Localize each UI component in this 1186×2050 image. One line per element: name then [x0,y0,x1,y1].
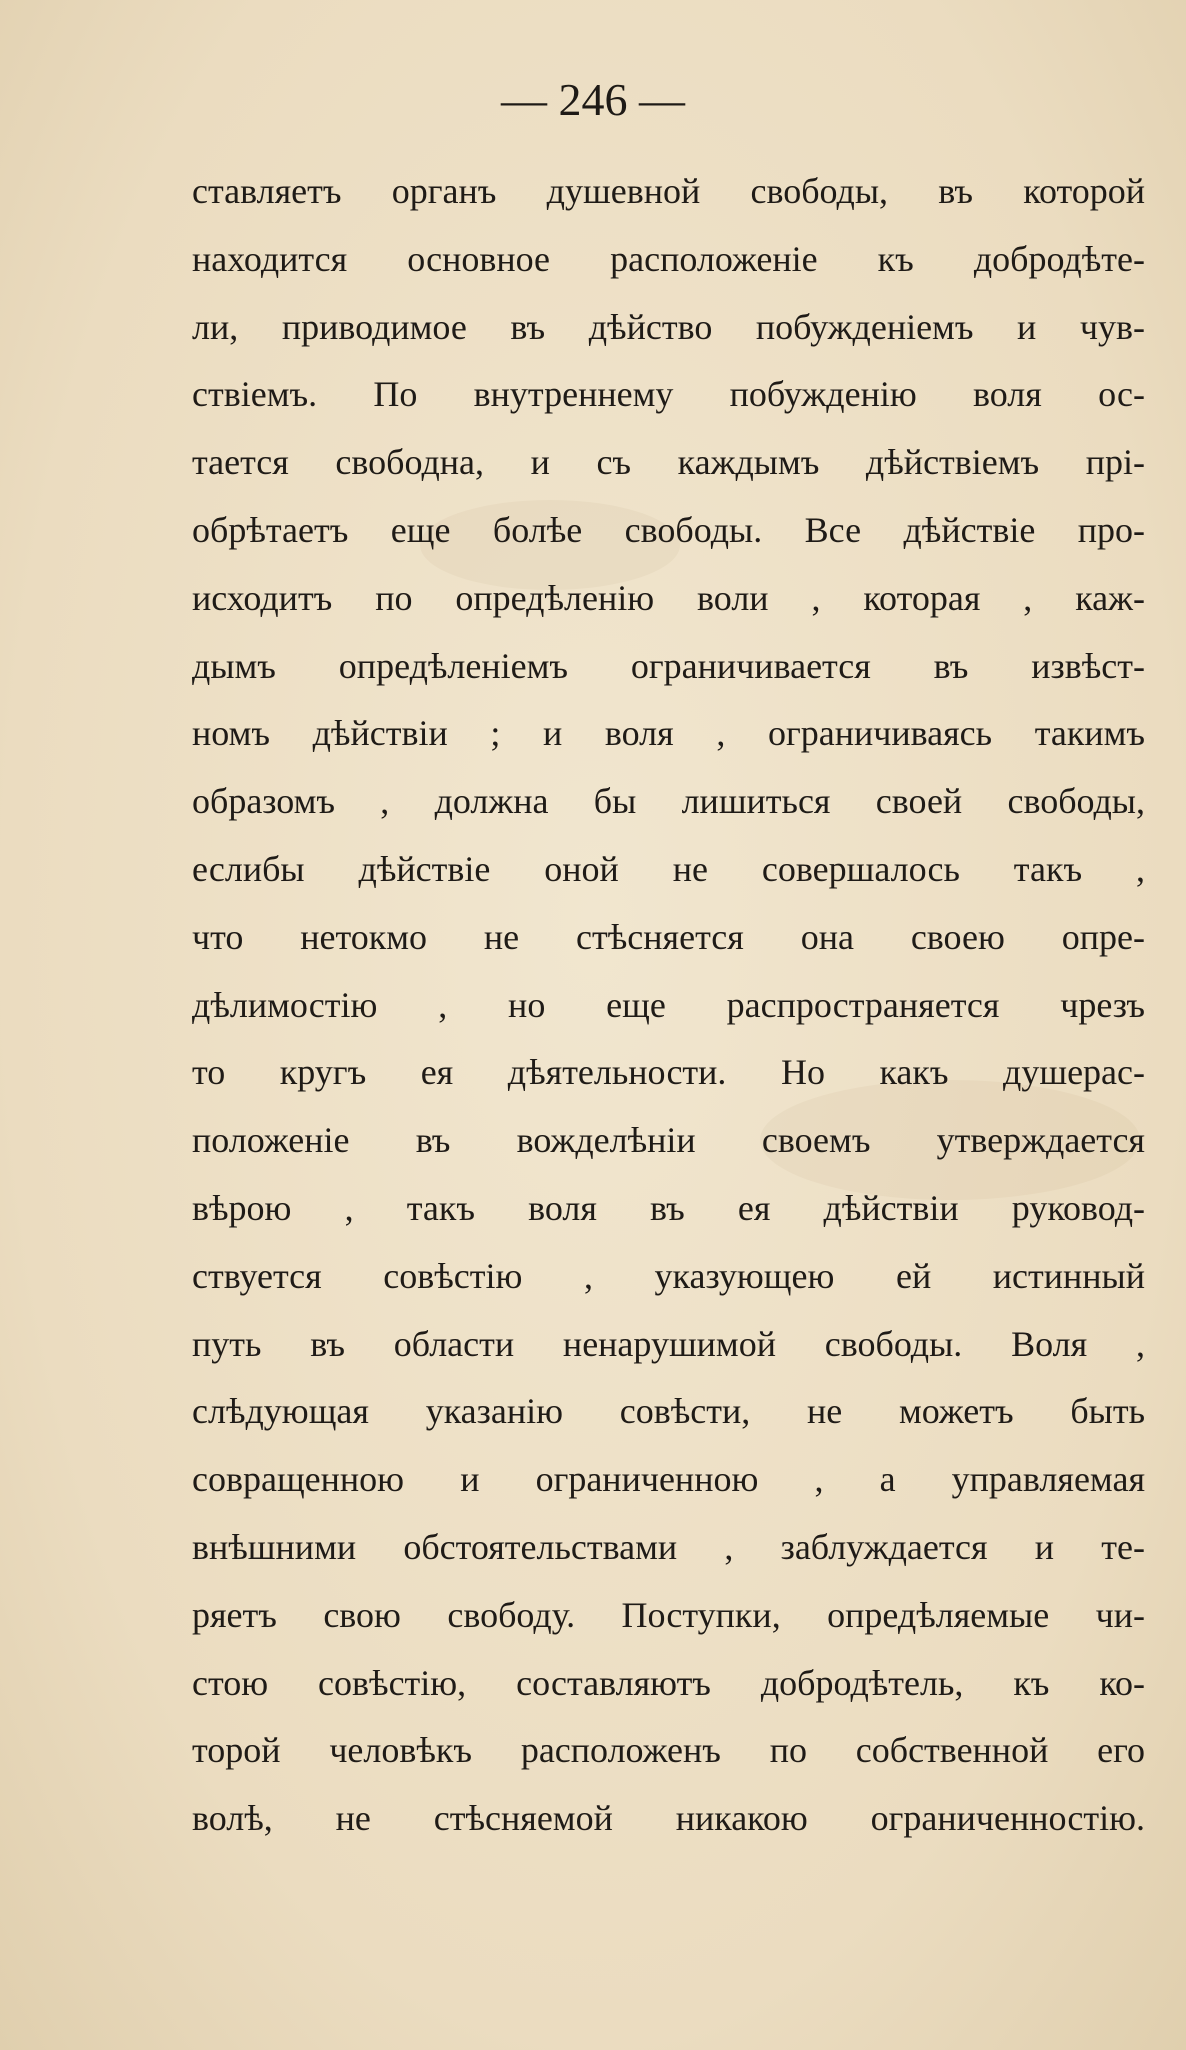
text-line: путь въ области ненарушимой свободы. Воля , [192,1323,1145,1364]
text-line: образомъ , должна бы лишиться своей свободы, [192,781,1145,822]
text-line: вѣрою , такъ воля въ ея дѣйствіи руковод- [192,1187,1145,1228]
text-line: тается свободна, и съ каждымъ дѣйствіемъ прі- [192,442,1145,483]
text-line: что нетокмо не стѣсняется она своею опре- [192,916,1145,957]
text-line: обрѣтаетъ еще болѣе свободы. Все дѣйствіе про- [192,509,1145,550]
text-line: дымъ опредѣленіемъ ограничивается въ извѣст- [192,645,1145,686]
text-line: совращенною и ограниченною , а управляемая [192,1459,1145,1500]
text-line: ли, приводимое въ дѣйство побужденіемъ и чув- [192,306,1145,347]
body-text [192,158,1145,1853]
text-line: исходитъ по опредѣленію воли , которая , каж- [192,577,1145,618]
text-line: внѣшними обстоятельствами , заблуждается и те- [192,1526,1145,1567]
text-line: волѣ, не стѣсняемой никакою ограниченностію. [192,1798,1145,1839]
text-line: ствуется совѣстію , указующею ей истинный [192,1255,1145,1296]
text-line: дѣлимостію , но еще распространяется чрезъ [192,984,1145,1025]
text-line: еслибы дѣйствіе оной не совершалось такъ , [192,848,1145,889]
text-line: положеніе въ вожделѣніи своемъ утверждается [192,1120,1145,1161]
text-line: ствіемъ. По внутреннему побужденію воля ос- [192,374,1145,415]
text-line: торой человѣкъ расположенъ по собственной его [192,1730,1145,1771]
text-line: ряетъ свою свободу. Поступки, опредѣляемые чи- [192,1594,1145,1635]
text-line: стою совѣстію, составляютъ добродѣтель, къ ко- [192,1662,1145,1703]
page-number: — 246 — [501,74,685,125]
text-line: то кругъ ея дѣятельности. Но какъ душерас- [192,1052,1145,1093]
text-line: находится основное расположеніе къ добродѣте- [192,238,1145,279]
text-line: номъ дѣйствіи ; и воля , ограничиваясь такимъ [192,713,1145,754]
text-line: ставляетъ органъ душевной свободы, въ которой [192,171,1145,211]
text-line: слѣдующая указанію совѣсти, не можетъ быть [192,1391,1145,1432]
